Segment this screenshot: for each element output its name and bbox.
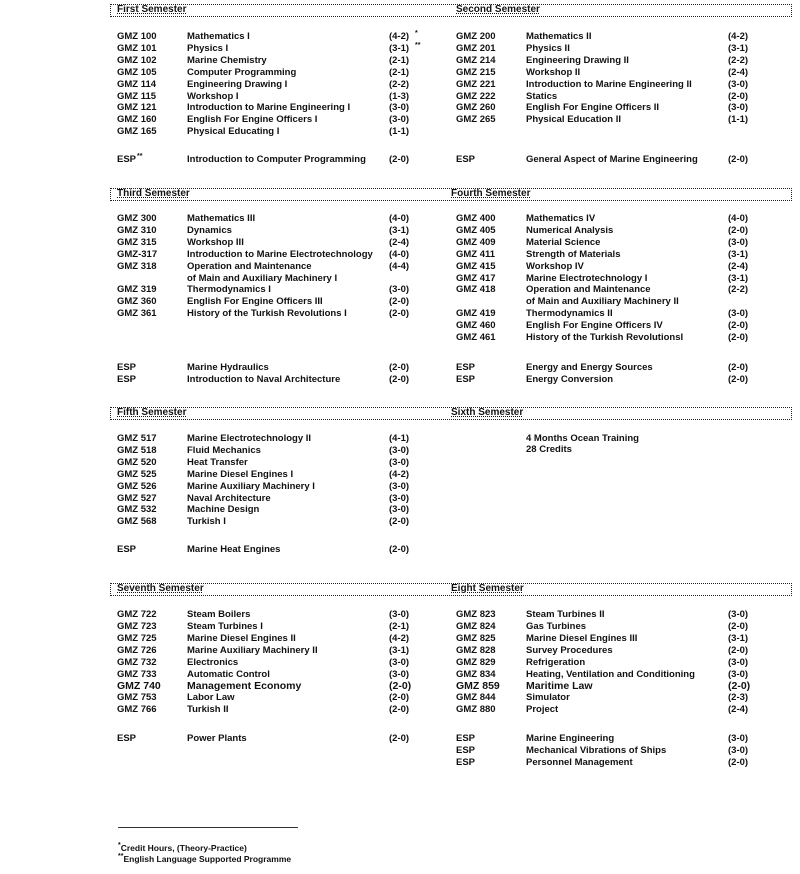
semester-6-line-1: 4 Months Ocean Training — [526, 433, 639, 444]
course-code: GMZ 723 — [117, 620, 157, 632]
course-credit: (3-0) — [728, 102, 749, 114]
course-title: Simulator — [526, 692, 570, 704]
credit-mark: * — [415, 30, 418, 37]
course-title: Mathematics IV — [526, 213, 596, 224]
course-credit: (4-0) — [389, 248, 410, 260]
course-credit: (3-0) — [728, 609, 749, 620]
course-title: Turkish II — [187, 704, 229, 716]
semester-title-6: Sixth Semester — [451, 407, 524, 418]
course-credit: (3-0) — [728, 236, 749, 248]
course-code: GMZ 160 — [117, 114, 157, 126]
course-code: GMZ 859 — [456, 680, 500, 693]
course-credit: (2-0) — [728, 362, 749, 373]
course-code: GMZ 844 — [456, 692, 496, 704]
course-title: Introduction to Computer Programming — [187, 154, 366, 165]
course-code: GMZ 419 — [456, 308, 496, 320]
course-code: ESP — [117, 373, 137, 385]
course-title: Thermodynamics I — [187, 284, 271, 296]
course-code: GMZ 525 — [117, 468, 157, 480]
course-title: of Main and Auxiliary Machinery I — [187, 272, 338, 284]
course-credit: (2-0) — [389, 308, 410, 320]
course-credit: (2-4) — [728, 260, 749, 272]
course-title: Maritime Law — [526, 680, 593, 693]
semester-title-2: Second Semester — [456, 4, 540, 15]
course-credit: (2-0) — [389, 362, 410, 373]
course-title: Workshop I — [187, 90, 239, 102]
course-credit: (4-0) — [389, 213, 410, 224]
course-title: Marine Engineering — [526, 733, 615, 744]
course-code: GMZ 165 — [117, 126, 157, 138]
course-code: GMZ 260 — [456, 102, 496, 114]
course-credit: (4-4) — [389, 260, 410, 272]
course-title: English For Engine Officers IV — [526, 320, 663, 332]
course-code: GMZ 824 — [456, 620, 496, 632]
course-code: GMZ 518 — [117, 444, 157, 456]
course-title: Marine Diesel Engines II — [187, 632, 296, 644]
course-code: GMZ 310 — [117, 224, 157, 236]
course-title: Survey Procedures — [526, 644, 613, 656]
course-credit: (2-0) — [389, 733, 410, 744]
course-title: Material Science — [526, 236, 601, 248]
semester-header-row-3 — [110, 407, 792, 420]
course-credit: (2-1) — [389, 54, 410, 66]
course-credit: (4-2) — [389, 632, 410, 644]
semester-header-row-1 — [110, 4, 792, 17]
course-code: GMZ 318 — [117, 260, 157, 272]
course-credit: (2-0) — [728, 620, 749, 632]
course-title: Physical Educating I — [187, 126, 280, 138]
course-title: Electronics — [187, 656, 239, 668]
course-code: GMZ 417 — [456, 272, 496, 284]
course-code: GMZ 100 — [117, 31, 157, 42]
course-credit: (2-0) — [728, 224, 749, 236]
course-credit: (1-3) — [389, 90, 410, 102]
course-title: Marine Chemistry — [187, 54, 267, 66]
course-credit: (2-4) — [389, 236, 410, 248]
semester-title-3: Third Semester — [117, 188, 190, 199]
course-credit: (2-0) — [728, 332, 749, 343]
course-title: Marine Electrotechnology I — [526, 272, 648, 284]
course-code: GMZ 121 — [117, 102, 157, 114]
course-title: Energy and Energy Sources — [526, 362, 653, 373]
course-mark: ** — [137, 153, 143, 160]
course-code: GMZ 527 — [117, 492, 157, 504]
course-code: ESP — [117, 362, 137, 373]
course-code: GMZ 319 — [117, 284, 157, 296]
course-code: GMZ 828 — [456, 644, 496, 656]
course-credit: (2-2) — [389, 78, 410, 90]
course-credit: (3-0) — [728, 656, 749, 668]
course-code: GMZ 568 — [117, 516, 157, 528]
course-code: GMZ 418 — [456, 284, 496, 296]
course-code: GMZ-317 — [117, 248, 158, 260]
course-code: GMZ 409 — [456, 236, 496, 248]
course-credit: (1-1) — [728, 114, 749, 126]
course-code: ESP — [456, 373, 476, 385]
course-credit: (2-3) — [728, 692, 749, 704]
course-code: GMZ 829 — [456, 656, 496, 668]
course-credit: (3-0) — [389, 114, 410, 126]
course-credit: (3-0) — [728, 308, 749, 320]
course-credit: (2-4) — [728, 704, 749, 716]
footnote-2 — [118, 853, 291, 864]
course-credit: (3-0) — [389, 668, 410, 680]
semester-title-8: Eight Semester — [451, 583, 524, 594]
course-title: Mathematics III — [187, 213, 256, 224]
course-credit: (3-0) — [389, 284, 410, 296]
course-code: GMZ 725 — [117, 632, 157, 644]
course-code: GMZ 400 — [456, 213, 496, 224]
course-credit: (2-0) — [728, 373, 749, 385]
course-code: GMZ 880 — [456, 704, 496, 716]
course-credit: (2-1) — [389, 66, 410, 78]
course-code: GMZ 532 — [117, 504, 157, 516]
course-title: Marine Electrotechnology II — [187, 433, 312, 444]
course-credit: (2-0) — [389, 680, 412, 693]
course-code: GMZ 740 — [117, 680, 161, 693]
course-credit: (2-1) — [389, 620, 410, 632]
course-title: Numerical Analysis — [526, 224, 614, 236]
course-credit: (2-0) — [728, 680, 751, 693]
course-title: Marine Diesel Engines III — [526, 632, 638, 644]
semester-title-1: First Semester — [117, 4, 187, 15]
course-credit: (2-2) — [728, 284, 749, 296]
footnote-2-text: English Language Supported Programme — [123, 853, 292, 864]
course-title: Gas Turbines — [526, 620, 587, 632]
course-code: ESP — [117, 154, 137, 165]
course-title: Computer Programming — [187, 66, 297, 78]
course-title: Mathematics I — [187, 31, 250, 42]
course-code: GMZ 722 — [117, 609, 157, 620]
course-credit: (2-0) — [728, 154, 749, 165]
course-credit: (3-0) — [389, 102, 410, 114]
course-credit: (3-1) — [728, 248, 749, 260]
course-code: ESP — [456, 756, 476, 768]
semester-header-row-2 — [110, 188, 792, 201]
course-title: Workshop II — [526, 66, 581, 78]
course-credit: (3-0) — [389, 504, 410, 516]
course-code: GMZ 222 — [456, 90, 496, 102]
course-title: Steam Turbines II — [526, 609, 605, 620]
course-title: Introduction to Naval Architecture — [187, 373, 341, 385]
footnote-1 — [118, 842, 247, 853]
course-credit: (3-1) — [389, 42, 410, 54]
course-title: Mechanical Vibrations of Ships — [526, 744, 667, 756]
course-title: Machine Design — [187, 504, 260, 516]
course-code: GMZ 115 — [117, 90, 157, 102]
course-title: Marine Diesel Engines I — [187, 468, 294, 480]
course-credit: (2-0) — [389, 154, 410, 165]
course-title: Mathematics II — [526, 31, 592, 42]
course-code: ESP — [117, 733, 137, 744]
course-code: GMZ 300 — [117, 213, 157, 224]
course-title: Power Plants — [187, 733, 247, 744]
course-title: Marine Auxiliary Machinery I — [187, 480, 315, 492]
footnote-rule — [118, 827, 298, 828]
course-code: GMZ 102 — [117, 54, 157, 66]
course-credit: (2-4) — [728, 66, 749, 78]
course-title: Engineering Drawing II — [526, 54, 629, 66]
course-title: Turkish I — [187, 516, 226, 528]
course-credit: (3-0) — [728, 733, 749, 744]
course-credit: (3-0) — [389, 456, 410, 468]
course-title: Introduction to Marine Engineering I — [187, 102, 351, 114]
course-code: GMZ 101 — [117, 42, 157, 54]
course-code: ESP — [456, 733, 476, 744]
course-code: ESP — [456, 744, 476, 756]
course-title: English For Engine Officers I — [187, 114, 318, 126]
course-credit: (4-2) — [389, 31, 410, 42]
course-title: Project — [526, 704, 559, 716]
course-credit: (2-0) — [389, 373, 410, 385]
course-credit: (3-0) — [389, 656, 410, 668]
course-title: Thermodynamics II — [526, 308, 613, 320]
course-code: GMZ 834 — [456, 668, 496, 680]
course-credit: (3-0) — [728, 744, 749, 756]
course-title: English For Engine Officers II — [526, 102, 660, 114]
course-credit: (2-0) — [389, 516, 410, 528]
course-credit: (2-0) — [389, 296, 410, 308]
course-title: Statics — [526, 90, 558, 102]
course-title: Physics I — [187, 42, 229, 54]
footnote-1-mark: * — [118, 842, 121, 849]
course-title: Strength of Materials — [526, 248, 621, 260]
course-credit: (4-2) — [389, 468, 410, 480]
course-title: Management Economy — [187, 680, 302, 693]
course-credit: (2-0) — [389, 704, 410, 716]
semester-6-line-2: 28 Credits — [526, 444, 572, 455]
course-code: GMZ 265 — [456, 114, 496, 126]
course-title: General Aspect of Marine Engineering — [526, 154, 698, 165]
course-title: Workshop III — [187, 236, 244, 248]
course-title: Refrigeration — [526, 656, 586, 668]
course-credit: (3-0) — [389, 480, 410, 492]
course-code: ESP — [456, 154, 476, 165]
course-credit: (1-1) — [389, 126, 410, 138]
course-title: Heating, Ventilation and Conditioning — [526, 668, 695, 680]
course-code: GMZ 733 — [117, 668, 157, 680]
semester-title-4: Fourth Semester — [451, 188, 531, 199]
course-code: GMZ 526 — [117, 480, 157, 492]
course-title: Naval Architecture — [187, 492, 271, 504]
course-code: GMZ 214 — [456, 54, 496, 66]
course-code: GMZ 766 — [117, 704, 157, 716]
course-code: GMZ 221 — [456, 78, 496, 90]
course-credit: (3-0) — [728, 668, 749, 680]
course-code: GMZ 114 — [117, 78, 157, 90]
course-title: Steam Turbines I — [187, 620, 263, 632]
course-title: Engineering Drawing I — [187, 78, 288, 90]
course-credit: (3-0) — [389, 609, 410, 620]
semester-title-7: Seventh Semester — [117, 583, 204, 594]
course-credit: (2-0) — [728, 756, 749, 768]
course-code: GMZ 726 — [117, 644, 157, 656]
course-code: GMZ 753 — [117, 692, 157, 704]
course-code: GMZ 520 — [117, 456, 157, 468]
course-credit: (2-0) — [389, 692, 410, 704]
course-code: GMZ 201 — [456, 42, 496, 54]
course-code: GMZ 460 — [456, 320, 496, 332]
course-title: Labor Law — [187, 692, 235, 704]
course-credit: (4-0) — [728, 213, 749, 224]
course-code: GMZ 215 — [456, 66, 496, 78]
course-title: of Main and Auxiliary Machinery II — [526, 296, 679, 308]
course-code: GMZ 415 — [456, 260, 496, 272]
course-title: Dynamics — [187, 224, 232, 236]
course-credit: (3-1) — [728, 272, 749, 284]
course-credit: (3-0) — [389, 444, 410, 456]
course-code: GMZ 825 — [456, 632, 496, 644]
course-title: History of the Turkish RevolutionsI — [526, 332, 684, 343]
course-title: Fluid Mechanics — [187, 444, 261, 456]
footnote-1-text: Credit Hours, (Theory-Practice) — [120, 842, 247, 853]
course-title: Marine Heat Engines — [187, 544, 281, 555]
course-code: GMZ 405 — [456, 224, 496, 236]
course-code: GMZ 361 — [117, 308, 157, 320]
course-title: Operation and Maintenance — [526, 284, 651, 296]
course-title: Personnel Management — [526, 756, 633, 768]
course-code: GMZ 517 — [117, 433, 157, 444]
course-code: GMZ 823 — [456, 609, 496, 620]
course-credit: (2-0) — [728, 320, 749, 332]
course-code: ESP — [117, 544, 137, 555]
course-credit: (3-1) — [728, 42, 749, 54]
course-credit: (2-0) — [389, 544, 410, 555]
footnote-2-mark: ** — [118, 853, 124, 860]
course-code: GMZ 732 — [117, 656, 157, 668]
semester-header-row-4 — [110, 583, 792, 596]
course-title: Operation and Maintenance — [187, 260, 312, 272]
course-title: English For Engine Officers III — [187, 296, 323, 308]
course-title: Physical Education II — [526, 114, 622, 126]
course-title: Automatic Control — [187, 668, 270, 680]
course-title: Energy Conversion — [526, 373, 614, 385]
course-credit: (3-0) — [389, 492, 410, 504]
course-credit: (3-0) — [728, 78, 749, 90]
course-credit: (4-1) — [389, 433, 410, 444]
course-credit: (4-2) — [728, 31, 749, 42]
credit-mark: ** — [415, 41, 421, 49]
course-title: Introduction to Marine Engineering II — [526, 78, 692, 90]
course-title: Physics II — [526, 42, 570, 54]
course-credit: (2-0) — [728, 644, 749, 656]
course-title: Heat Transfer — [187, 456, 248, 468]
course-credit: (3-1) — [389, 224, 410, 236]
course-code: GMZ 461 — [456, 332, 496, 343]
course-code: ESP — [456, 362, 476, 373]
course-title: History of the Turkish Revolutions I — [187, 308, 347, 320]
course-credit: (3-1) — [728, 632, 749, 644]
course-code: GMZ 411 — [456, 248, 496, 260]
course-title: Workshop IV — [526, 260, 584, 272]
course-credit: (2-2) — [728, 54, 749, 66]
course-code: GMZ 105 — [117, 66, 157, 78]
course-title: Introduction to Marine Electrotechnology — [187, 248, 373, 260]
course-credit: (2-0) — [728, 90, 749, 102]
course-title: Steam Boilers — [187, 609, 251, 620]
course-code: GMZ 200 — [456, 31, 496, 42]
course-code: GMZ 315 — [117, 236, 157, 248]
course-credit: (3-1) — [389, 644, 410, 656]
semester-title-5: Fifth Semester — [117, 407, 187, 418]
course-code: GMZ 360 — [117, 296, 157, 308]
course-title: Marine Hydraulics — [187, 362, 269, 373]
course-title: Marine Auxiliary Machinery II — [187, 644, 318, 656]
